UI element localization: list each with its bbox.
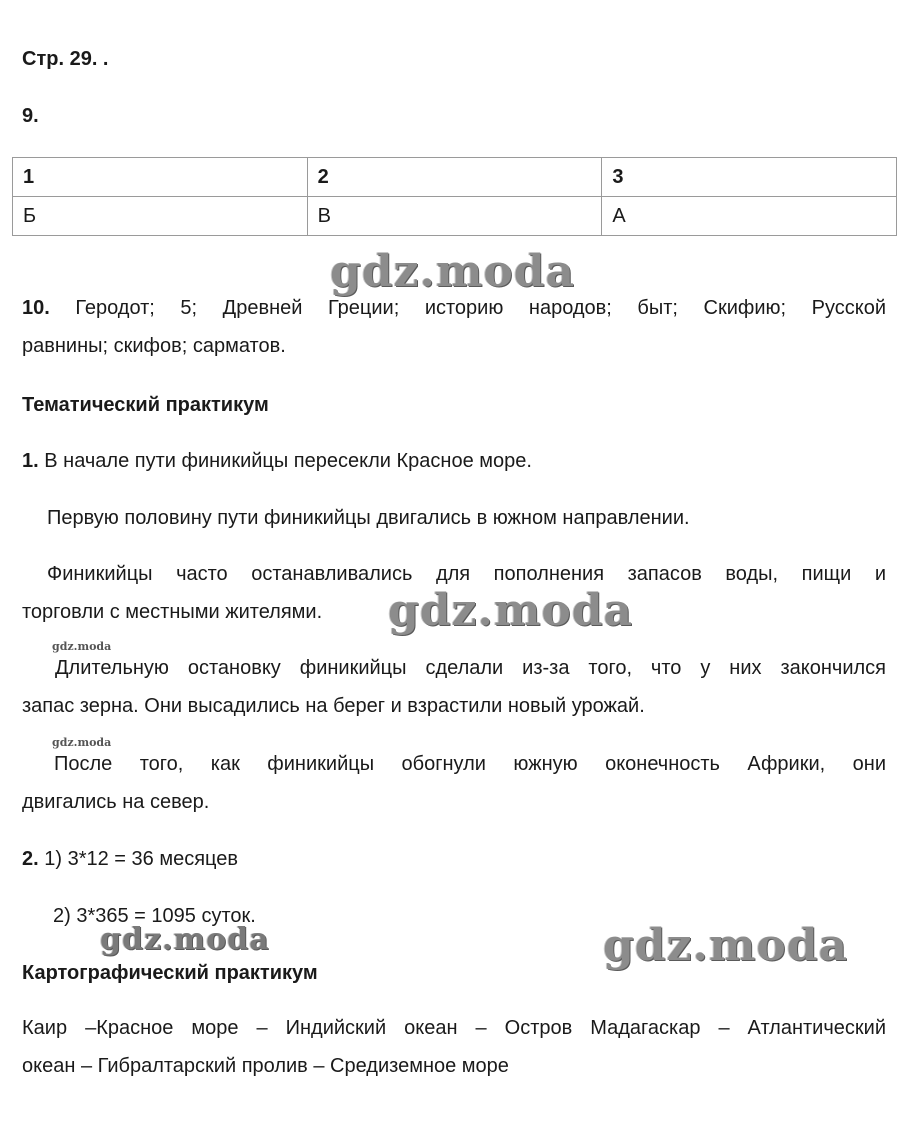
task-10-number: 10. xyxy=(22,297,50,319)
item-2-number: 2. xyxy=(22,848,39,870)
task-10 xyxy=(22,289,886,365)
item-2-text-1: 1) 3*12 = 36 месяцев xyxy=(44,848,239,870)
table-header-cell: 2 xyxy=(307,158,602,197)
item-1-p3-line-2: торговли с местными жителями. xyxy=(22,601,323,623)
item-1-p5-line-1: После того, как финикийцы обогнули южную оконечность Африки, они xyxy=(54,753,886,775)
item-1-number: 1. xyxy=(22,450,39,472)
cartographic-text xyxy=(22,1009,886,1085)
page-ref: Стр. 29. . xyxy=(22,48,109,70)
table-header-cell: 3 xyxy=(602,158,897,197)
task-10-line-1 xyxy=(22,289,886,327)
item-1-paragraph-1 xyxy=(22,449,532,473)
watermark: gdz.moda xyxy=(603,920,849,971)
item-1-p3-line-1: Финикийцы часто останавливались для пополнения запасов воды, пищи и xyxy=(47,563,886,585)
item-1-paragraph-5 xyxy=(22,745,886,821)
table-cell: В xyxy=(307,197,602,236)
table-cell: Б xyxy=(13,197,308,236)
item-1-paragraph-4 xyxy=(22,649,886,725)
watermark: gdz.moda xyxy=(100,922,270,957)
watermark: gdz.moda xyxy=(52,736,112,749)
watermark: gdz.moda xyxy=(330,246,576,297)
table-cell: А xyxy=(602,197,897,236)
item-1-text: В начале пути финикийцы пересекли Красное море. xyxy=(44,450,532,472)
item-1-p4-line-1: Длительную остановку финикийцы сделали из-за того, что у них закончился xyxy=(55,657,886,679)
cartographic-line-2: океан – Гибралтарский пролив – Средиземное море xyxy=(22,1055,509,1077)
table-row xyxy=(13,158,897,197)
task-10-line-2: равнины; скифов; сарматов. xyxy=(22,335,286,357)
table-row xyxy=(13,197,897,236)
watermark: gdz.moda xyxy=(388,585,634,636)
cartographic-line-1: Каир –Красное море – Индийский океан – Остров Мадагаскар – Атлантический xyxy=(22,1017,886,1039)
table-header-cell: 1 xyxy=(13,158,308,197)
cartographic-heading: Картографический практикум xyxy=(22,962,318,984)
item-2-line-2: 2) 3*365 = 1095 суток. xyxy=(53,905,256,927)
item-1-p4-line-2: запас зерна. Они высадились на берег и взрастили новый урожай. xyxy=(22,695,645,717)
answer-table xyxy=(12,157,897,236)
watermark: gdz.moda xyxy=(52,640,112,653)
task-10-text-1: Геродот; 5; Древней Греции; историю народов; быт; Скифию; Русской xyxy=(75,297,886,319)
item-1-p5-line-2: двигались на север. xyxy=(22,791,210,813)
thematic-heading: Тематический практикум xyxy=(22,394,269,416)
task-9-number: 9. xyxy=(22,105,39,127)
item-1-paragraph-2: Первую половину пути финикийцы двигались в южном направлении. xyxy=(47,507,690,529)
item-2-line-1 xyxy=(22,847,238,871)
